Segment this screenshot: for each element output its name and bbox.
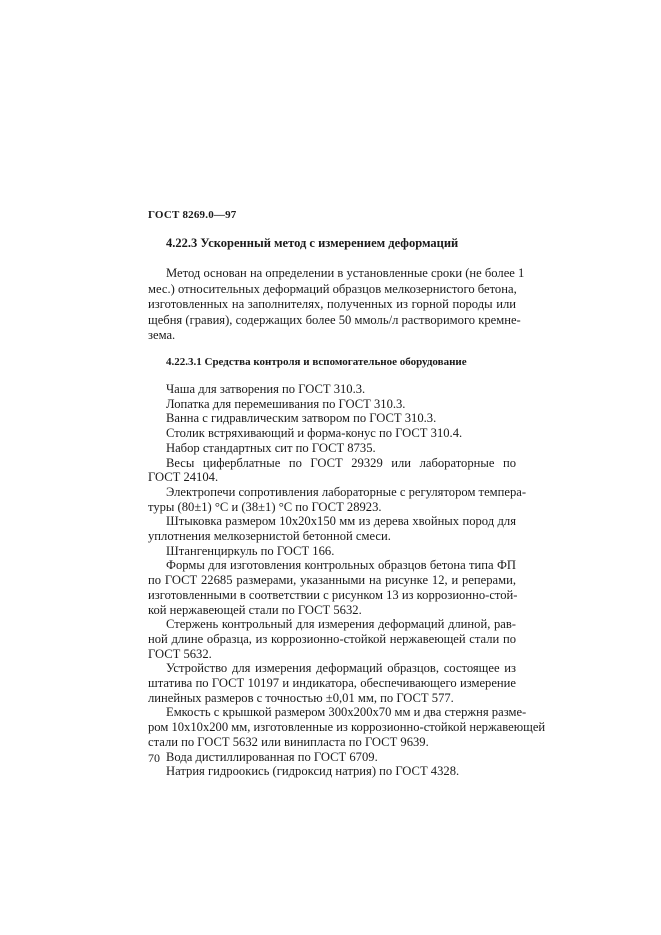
equipment-item-line: Емкость с крышкой размером 300х200х70 мм и два стержня разме- <box>166 705 527 720</box>
equipment-item-line: линейных размеров с точностью ±0,01 мм, по ГОСТ 577. <box>148 690 454 705</box>
equipment-item <box>148 382 516 397</box>
equipment-item-line: ГОСТ 24104. <box>148 470 219 485</box>
equipment-item-line: Столик встряхивающий и форма-конус по ГОСТ 310.4. <box>166 426 463 441</box>
equipment-item <box>148 397 516 412</box>
equipment-item-line: Чаша для затворения по ГОСТ 310.3. <box>166 382 366 396</box>
equipment-item <box>148 750 516 765</box>
equipment-list <box>148 382 546 779</box>
equipment-item-line: по ГОСТ 22685 размерами, указанными на рисунке 12, и реперами, <box>148 573 516 588</box>
intro-line: щебня (гравия), содержащих более 50 ммоль/л растворимого кремне- <box>148 312 521 327</box>
equipment-item-line: туры (80±1) °С и (38±1) °С по ГОСТ 28923. <box>148 499 382 514</box>
equipment-item-line: Лопатка для перемешивания по ГОСТ 310.3. <box>166 396 406 411</box>
equipment-item <box>148 484 527 514</box>
equipment-item-line: Электропечи сопротивления лабораторные с регулятором темпера- <box>166 484 527 499</box>
equipment-item-line: Весы циферблатные по ГОСТ 29329 или лабораторные по <box>166 455 516 470</box>
equipment-item-line: ной длине образца, из коррозионно-стойкой нержавеющей стали по <box>148 631 516 646</box>
section-title: 4.22.3 Ускоренный метод с измерением деформаций <box>166 236 459 250</box>
subsection-title: 4.22.3.1 Средства контроля и вспомогательное оборудование <box>166 356 467 368</box>
intro-line: Метод основан на определении в установленные сроки (не более 1 <box>166 266 525 280</box>
intro-paragraph <box>148 266 525 344</box>
equipment-item <box>148 411 516 426</box>
equipment-item <box>148 617 516 661</box>
equipment-item-line: Стержень контрольный для измерения деформаций длиной, рав- <box>166 617 516 632</box>
intro-line: изготовленных на заполнителях, полученных из горной породы или <box>148 297 516 312</box>
equipment-item <box>148 661 516 705</box>
equipment-item <box>148 705 546 749</box>
equipment-item-line: Набор стандартных сит по ГОСТ 8735. <box>166 440 376 455</box>
equipment-item <box>148 456 516 485</box>
equipment-item <box>148 558 516 617</box>
equipment-item <box>148 764 516 779</box>
equipment-item <box>148 426 516 441</box>
equipment-item-line: штатива по ГОСТ 10197 и индикатора, обеспечивающего измерение <box>148 676 516 691</box>
document-code: ГОСТ 8269.0—97 <box>148 209 237 221</box>
equipment-item-line: изготовленными в соответствии с рисунком 13 из коррозионно-стой- <box>148 587 518 602</box>
equipment-item-line: Устройство для измерения деформаций образцов, состоящее из <box>166 661 516 676</box>
equipment-item-line: Штыковка размером 10х20х150 мм из дерева хвойных пород для <box>166 514 516 529</box>
equipment-item-line: Формы для изготовления контрольных образцов бетона типа ФП <box>166 558 516 573</box>
equipment-item-line: Штангенциркуль по ГОСТ 166. <box>166 543 335 558</box>
equipment-item-line: уплотнения мелкозернистой бетонной смеси. <box>148 529 391 544</box>
equipment-item-line: стали по ГОСТ 5632 или винипласта по ГОСТ 9639. <box>148 734 429 749</box>
intro-line: мес.) относительных деформаций образцов мелкозернистого бетона, <box>148 281 517 296</box>
equipment-item <box>148 544 516 559</box>
intro-line: зема. <box>148 328 176 343</box>
equipment-item-line: Вода дистиллированная по ГОСТ 6709. <box>166 749 378 764</box>
page-number: 70 <box>148 751 160 765</box>
equipment-item-line: Ванна с гидравлическим затвором по ГОСТ 310.3. <box>166 411 437 426</box>
equipment-item <box>148 514 516 543</box>
equipment-item-line: Натрия гидроокись (гидроксид натрия) по ГОСТ 4328. <box>166 764 460 779</box>
equipment-item-line: ром 10х10х200 мм, изготовленные из коррозионно-стойкой нержавеющей <box>148 720 546 735</box>
equipment-item-line: кой нержавеющей стали по ГОСТ 5632. <box>148 602 362 617</box>
equipment-item <box>148 441 516 456</box>
equipment-item-line: ГОСТ 5632. <box>148 646 212 661</box>
